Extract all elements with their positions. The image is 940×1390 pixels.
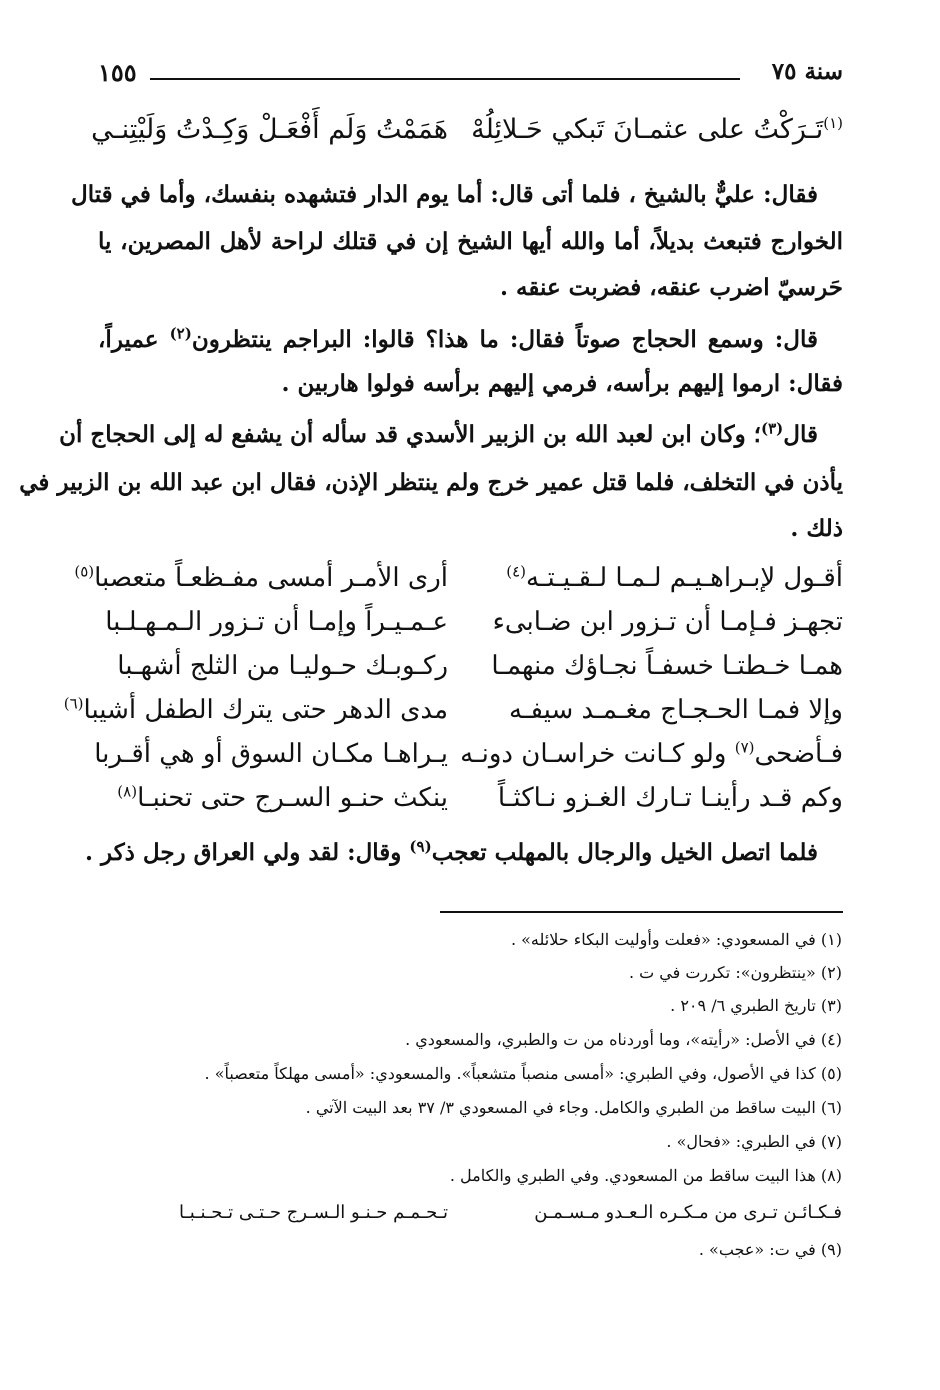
para1-line3: حَرسيّ اضرب عنقه، فضربت عنقه . [500,274,843,301]
footnote-ref: (٤) [506,562,526,581]
opening-verse [91,114,843,158]
footnote-7: (٧) في الطبري: «فحال» . [666,1132,842,1151]
footnote-ref: (١) [823,114,843,132]
para2-line2: فقال: ارموا إليهم برأسه، فرمي إليهم برأسه فولوا هاربين . [281,370,843,397]
footnote-ref: (٩) [409,837,432,856]
poem-verse: همـا خـطتـا خسفـاً نجـاؤك منهمـا ركـوبـك حـوليـا من الثلج أشهـبا [117,651,843,681]
para2-line1: قال: وسمع الحجاج صوتاً فقال: ما هذا؟ قالوا: البراجم ينتظرون$^{(٢)}$ عميراً، [98,324,818,353]
para4-line: فلما اتصل الخيل والرجال بالمهلب تعجب$^{(٩)}$ وقال: لقد ولي العراق رجل ذكر . [85,837,818,866]
para1-line2: الخوارج فتبعث بديلاً، أما والله أيها الشيخ إن في قتلك لراحة لأهل المصرين، يا [98,228,843,255]
poem-verse: فـأضحى$^{(٧)}$ ولو كـانت خراسـان دونـه يـراهـا مكـان السوق أو هي أقـربا [94,738,843,769]
running-header-year: سنة ٧٥ [771,58,843,85]
footnote-ref: (٢) [169,324,192,343]
verse-hemistich-first: $^{(١)}$تَـرَكْتُ على عثمـانَ تَبكي حَـلائِلُهْ [471,114,843,145]
footnote-verse: فـكـائـن تـرى من مـكـره الـعـدو مـسـمـن تـحـمـم حـنـو الـسـرج حـتـى تـحـنـبـا [179,1202,842,1223]
footnote-rule [440,911,843,913]
poem-verse: أقـول لإبـراهـيـم لـمـا لـقـيـتـه$^{(٤)}$ أرى الأمـر أمسى مفـظعـاً متعصبا$^{(٥)}$ [74,562,843,593]
poem-verse: وكم قـد رأينـا تـارك الغـزو نـاكثـاً ينكث حنـو السـرج حتى تحنبـا$^{(٨)}$ [117,782,843,813]
footnote-ref: (٧) [734,738,755,757]
page-number: ١٥٥ [98,58,137,87]
footnote-ref: (٨) [117,782,138,801]
footnote-ref: (٦) [63,694,84,713]
poem-verse: وإلا فمـا الحـجـاج مغـمـد سيفـه مدى الدهر حتى يترك الطفل أشيبا$^{(٦)}$ [63,694,843,725]
footnote-8: (٨) هذا البيت ساقط من المسعودي. وفي الطبري والكامل . [449,1166,842,1185]
footnote-ref: (٣) [761,419,784,438]
footnote-ref: (٥) [74,562,95,581]
para3-line3: ذلك . [790,515,843,542]
footnote-4: (٤) في الأصل: «رأيته»، وما أوردناه من ت والطبري، والمسعودي . [405,1030,842,1049]
header-rule [150,78,740,80]
footnote-5: (٥) كذا في الأصول، وفي الطبري: «أمسى منصباً متشعباً». والمسعودي: «أمسى مهلكاً متعصباً» . [204,1064,842,1083]
para3-line1: قال$^{(٣)}$؛ وكان ابن لعبد الله بن الزبير الأسدي قد سأله أن يشفع له إلى الحجاج أن [59,419,818,448]
para3-line2: يأذن في التخلف، فلما قتل عمير خرج ولم ينتظر الإذن، فقال ابن عبد الله بن الزبير في [19,469,843,496]
poem-verse: تجهـز فـإمـا أن تـزور ابن ضـابىء عـمـيـراً وإمـا أن تـزور الـمـهـلـبا [105,607,843,637]
footnote-9: (٩) في ت: «عجب» . [698,1240,842,1259]
footnote-6: (٦) البيت ساقط من الطبري والكامل. وجاء في المسعودي ٣/ ٣٧ بعد البيت الآتي . [305,1098,842,1117]
verse-hemistich-second: هَمَمْتُ وَلَم أَفْعَـلْ وَكِـدْتُ وَلَيْتِنـي [91,114,448,145]
footnote-2: (٢) «ينتظرون»: تكررت في ت . [628,963,842,982]
para1-line1: فقال: عليٌّ بالشيخ ، فلما أتى قال: أما يوم الدار فتشهده بنفسك، وأما في قتال [70,181,818,208]
footnote-1: (١) في المسعودي: «فعلت وأوليت البكاء حلائله» . [510,930,842,949]
footnote-3: (٣) تاريخ الطبري ٦/ ٢٠٩ . [670,996,842,1015]
